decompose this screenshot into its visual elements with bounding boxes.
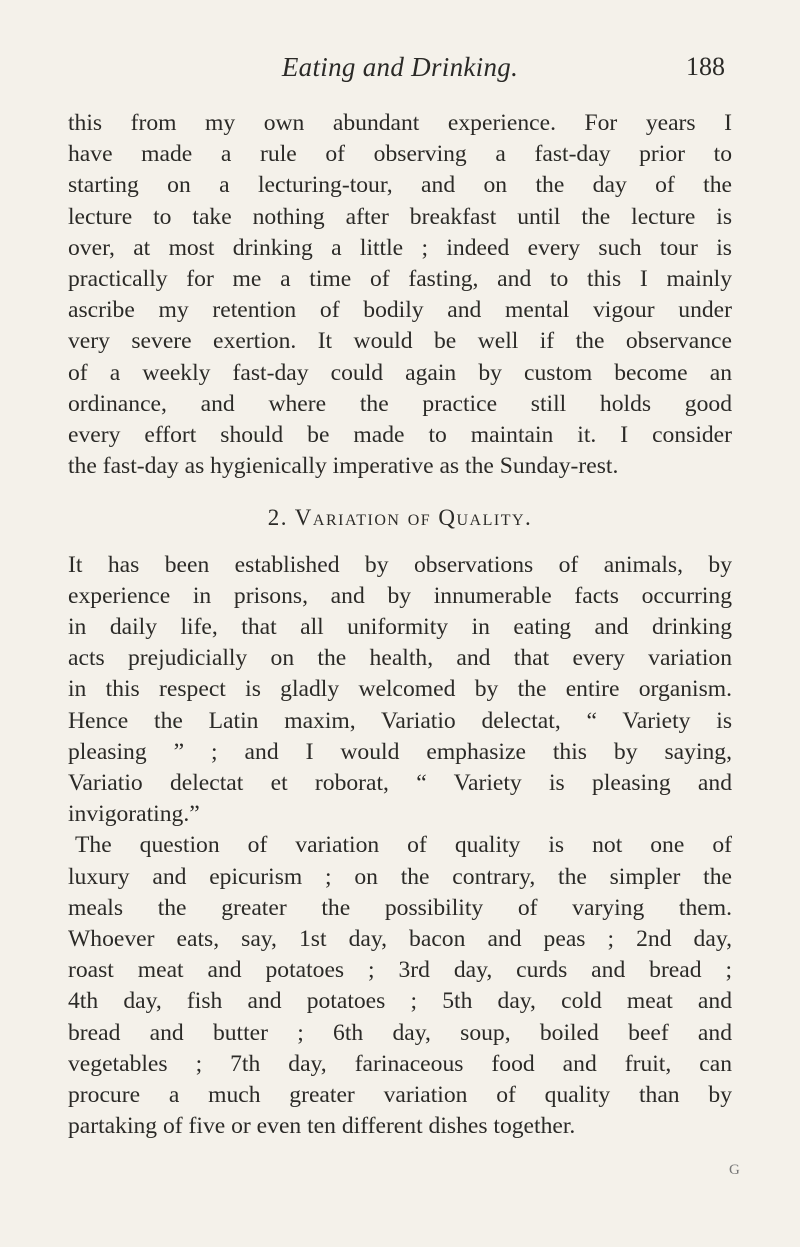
text-line: have made a rule of observing a fast-day prior to xyxy=(68,141,732,168)
text-line: this from my own abundant experience. For years I xyxy=(68,110,732,136)
text-line: bread and butter ; 6th day, soup, boiled beef and xyxy=(68,1019,732,1046)
text-line: ordinance, and where the practice still holds good xyxy=(68,390,732,417)
text-line: over, at most drinking a little ; indeed every such tour is xyxy=(68,234,732,261)
text-line: lecture to take nothing after breakfast until the lecture is xyxy=(68,203,732,230)
text-line: acts prejudicially on the health, and that every variation xyxy=(68,645,732,672)
text-line: procure a much greater variation of quality than by xyxy=(68,1082,732,1109)
text-line: pleasing ” ; and I would emphasize this by saying, xyxy=(68,738,732,765)
text-line: 4th day, fish and potatoes ; 5th day, cold meat and xyxy=(68,988,732,1015)
text-line: experience in prisons, and by innumerable facts occurring xyxy=(68,582,732,609)
text-line: of a weekly fast-day could again by custom become an xyxy=(68,359,732,386)
text-line: in this respect is gladly welcomed by the entire organism. xyxy=(68,676,732,703)
text-line: vegetables ; 7th day, farinaceous food and fruit, can xyxy=(68,1050,732,1077)
paragraph-quality xyxy=(68,830,732,1142)
text-line: the fast-day as hygienically imperative as the Sunday-rest. xyxy=(68,453,619,480)
text-line: luxury and epicurism ; on the contrary, the simpler the xyxy=(68,863,732,890)
text-line: Variatio delectat et roborat, “ Variety is pleasing and xyxy=(68,770,732,797)
text-line: Hence the Latin maxim, Variatio delectat, “ Variety is xyxy=(68,707,732,734)
text-line: starting on a lecturing-tour, and on the day of the xyxy=(68,172,732,199)
paragraph-variation xyxy=(68,550,732,831)
running-head xyxy=(0,52,800,92)
text-line: meals the greater the possibility of varying them. xyxy=(68,894,732,921)
text-line: roast meat and potatoes ; 3rd day, curds and bread ; xyxy=(68,957,732,984)
paragraph-fast-day xyxy=(68,108,732,482)
body-text xyxy=(68,108,732,1143)
page-number: 188 xyxy=(686,52,725,81)
text-line: It has been established by observations of animals, by xyxy=(68,551,732,578)
signature-mark: G xyxy=(729,1162,740,1178)
section-heading: 2. Variation of Quality. xyxy=(267,505,533,531)
text-line: partaking of five or even ten different dishes together. xyxy=(68,1113,576,1140)
text-line: very severe exertion. It would be well if the observance xyxy=(68,328,732,355)
text-line: practically for me a time of fasting, and to this I mainly xyxy=(68,266,732,293)
text-line: Whoever eats, say, 1st day, bacon and peas ; 2nd day, xyxy=(68,926,732,953)
text-line: invigorating.” xyxy=(68,801,200,828)
text-line: in daily life, that all uniformity in eating and drinking xyxy=(68,614,732,641)
running-title: Eating and Drinking. xyxy=(281,52,519,82)
text-line: every effort should be made to maintain it. I consider xyxy=(68,422,732,449)
text-line: ascribe my retention of bodily and mental vigour under xyxy=(68,297,732,324)
text-line: The question of variation of quality is not one of xyxy=(75,832,732,859)
